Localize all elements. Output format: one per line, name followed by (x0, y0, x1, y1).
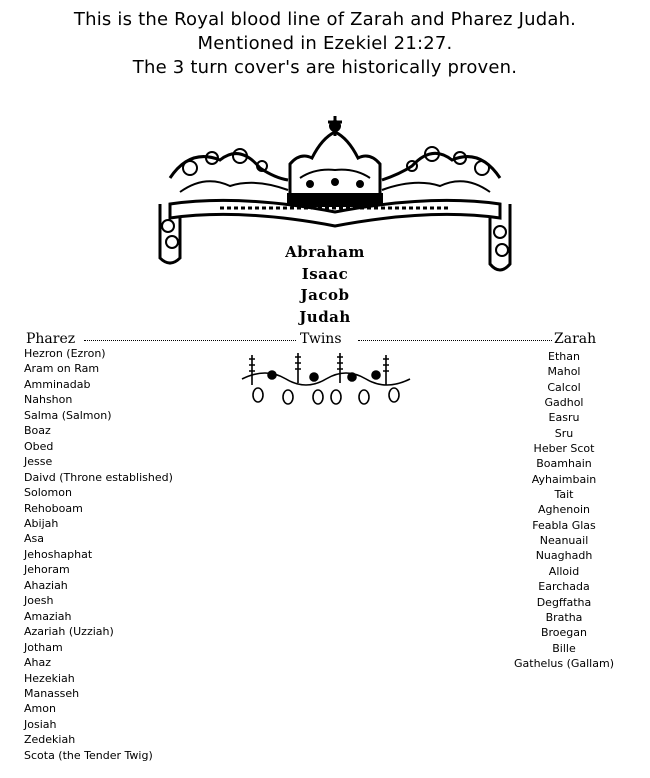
zarah-lineage-list (504, 349, 624, 671)
page-header (0, 8, 650, 80)
ancestor-name: Judah (299, 307, 351, 326)
lineage-entry: Broegan (540, 626, 588, 640)
lineage-entry: Amminadab (24, 377, 91, 391)
lineage-entry: Solomon (24, 486, 72, 500)
lineage-entry: Tait (554, 488, 574, 502)
lineage-entry: Joesh (24, 594, 54, 608)
lineage-entry: Manasseh (24, 686, 80, 700)
ancestor-list (240, 242, 410, 328)
ancestor-name: Jacob (300, 286, 350, 304)
lineage-entry: Hezekiah (24, 671, 75, 685)
pharez-lineage-list (24, 346, 284, 763)
lineage-entry: Degffatha (536, 595, 592, 609)
lineage-entry: Obed (24, 439, 54, 453)
lineage-entry: Scota (the Tender Twig) (24, 748, 153, 762)
lineage-entry: Neanuail (539, 534, 589, 548)
lineage-entry: Josiah (24, 717, 57, 731)
lineage-entry: Hezron (Ezron) (24, 347, 106, 360)
lineage-entry: Asa (24, 532, 44, 546)
branch-left-label: Pharez (26, 331, 76, 347)
header-line-1: This is the Royal blood line of Zarah and Pharez Judah. (73, 9, 577, 30)
lineage-entry: Zedekiah (24, 733, 76, 747)
lineage-entry: Earchada (538, 580, 590, 594)
lineage-entry: Heber Scot (533, 442, 595, 456)
ancestor-name: Abraham (285, 243, 365, 261)
lineage-entry: Sru (554, 426, 574, 440)
lineage-entry: Aram on Ram (24, 362, 100, 376)
lineage-entry: Ahaziah (24, 578, 68, 592)
lineage-entry: Feabla Glas (532, 518, 596, 532)
lineage-entry: Boaz (24, 424, 51, 438)
lineage-entry: Jehoshaphat (24, 547, 93, 561)
lineage-entry: Salma (Salmon) (24, 408, 112, 422)
lineage-entry: Mahol (547, 365, 581, 379)
dotted-leader-right (358, 340, 552, 341)
header-line-3: The 3 turn cover's are historically proven. (132, 57, 518, 78)
branch-right-label: Zarah (554, 331, 597, 347)
lineage-entry: Amaziah (24, 609, 72, 623)
lineage-entry: Nahshon (24, 393, 73, 407)
lineage-entry: Aghenoin (538, 503, 590, 517)
lineage-entry: Ahaz (24, 656, 52, 670)
branch-middle-label: Twins (300, 331, 342, 347)
lineage-entry: Ayhaimbain (531, 472, 597, 486)
lineage-entry: Alloid (548, 564, 580, 578)
lineage-entry: Gadhol (544, 396, 584, 410)
lineage-entry: Daivd (Throne established) (24, 470, 173, 484)
ancestor-name: Isaac (301, 264, 349, 283)
header-line-2: Mentioned in Ezekiel 21:27. (197, 33, 453, 54)
lineage-entry: Gathelus (Gallam) (514, 656, 614, 670)
lineage-entry: Nuaghadh (535, 549, 593, 563)
lineage-entry: Jehoram (24, 563, 70, 577)
lineage-entry: Amon (24, 702, 56, 716)
lineage-entry: Azariah (Uzziah) (24, 625, 114, 639)
lineage-entry: Rehoboam (24, 501, 83, 515)
lineage-entry: Boamhain (536, 457, 592, 471)
dotted-leader-left (84, 340, 296, 341)
lineage-entry: Calcol (547, 380, 581, 394)
lineage-entry: Easru (548, 411, 580, 425)
lineage-entry: Abijah (24, 516, 59, 530)
lineage-entry: Ethan (548, 350, 580, 363)
lineage-entry: Bille (552, 641, 576, 655)
lineage-entry: Bratha (545, 610, 583, 624)
lineage-entry: Jesse (24, 455, 53, 469)
lineage-entry: Jotham (24, 640, 63, 654)
